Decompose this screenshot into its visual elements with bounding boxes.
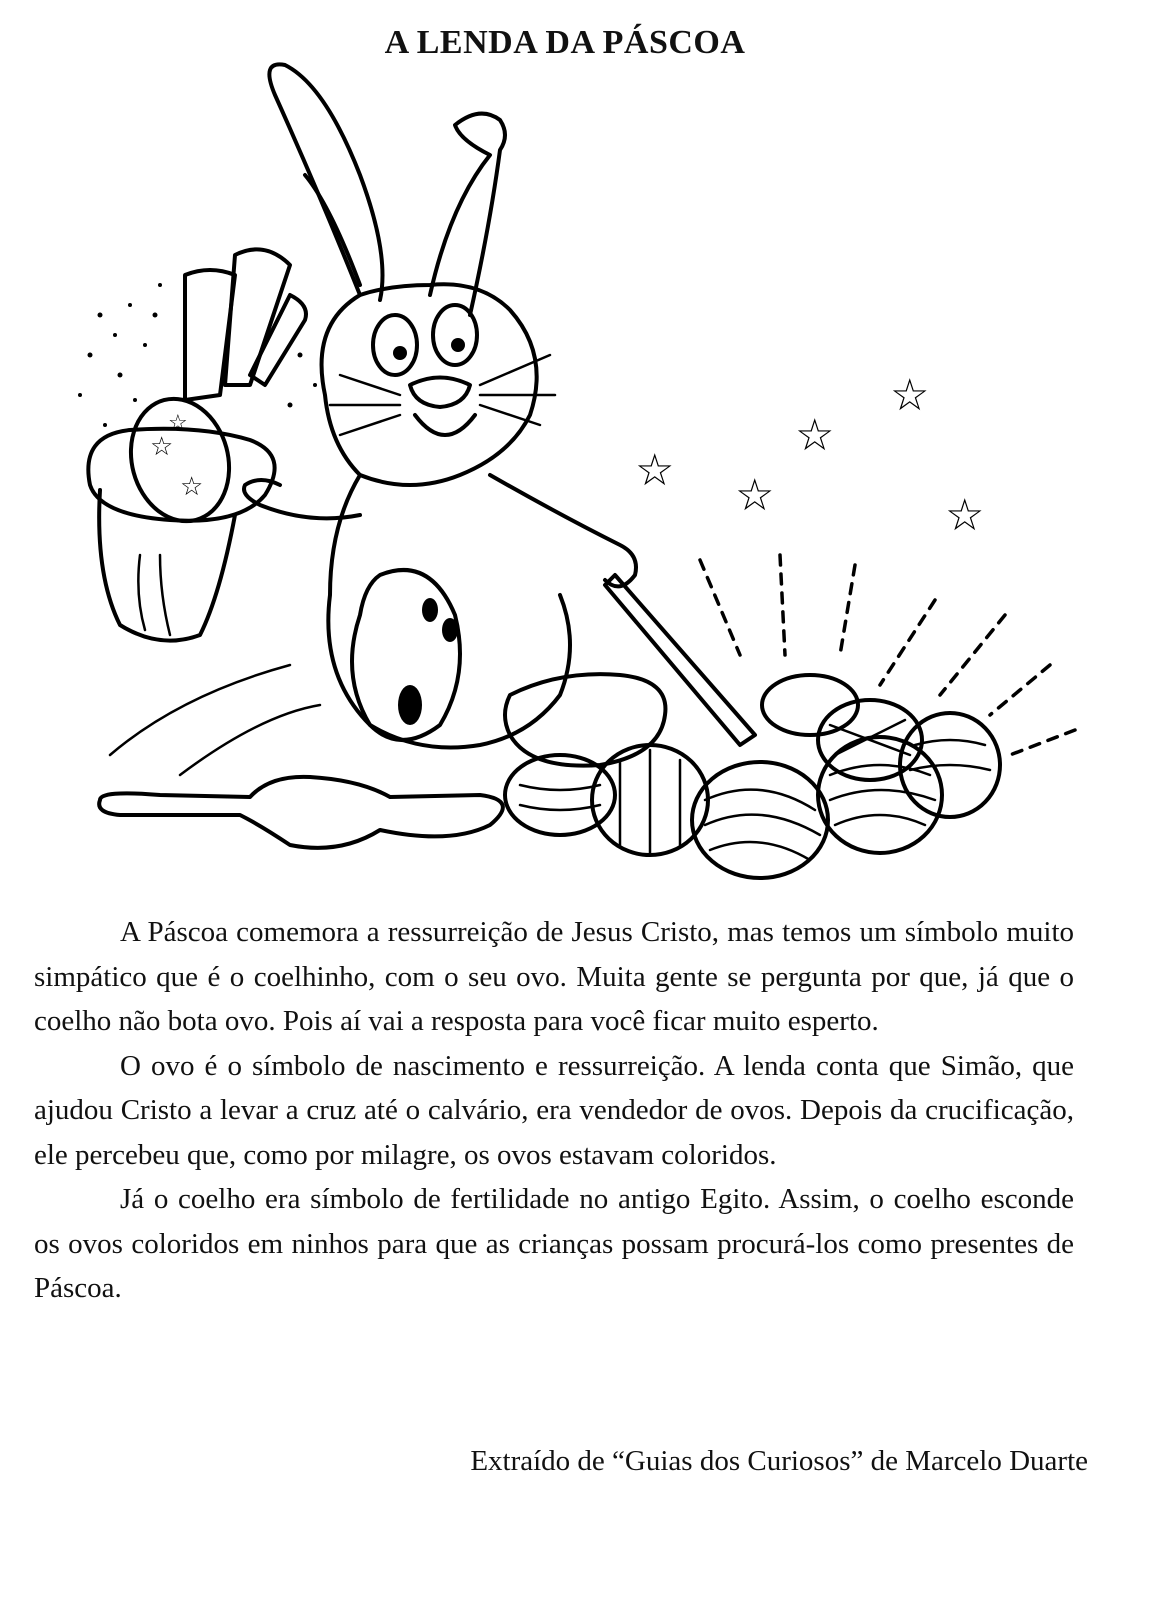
source-credit: Extraído de “Guias dos Curiosos” de Marcelo Duarte (470, 1445, 1088, 1477)
easter-egg-icon (505, 675, 1000, 878)
svg-text:☆: ☆ (890, 370, 930, 421)
svg-text:☆: ☆ (180, 472, 204, 502)
rabbit-icon (60, 55, 1090, 905)
magic-wand-icon (605, 575, 755, 745)
paragraph: O ovo é o símbolo de nascimento e ressurreição. A lenda conta que Simão, que ajudou Cristo a levar a cruz até o calvário, era vendedor de ovos. Depois da crucificação, ele percebeu que, como por milagre, os ovos estavam coloridos. (34, 1049, 1074, 1171)
svg-text:☆: ☆ (945, 490, 985, 541)
svg-text:☆: ☆ (150, 432, 174, 462)
paragraph: Já o coelho era símbolo de fertilidade no antigo Egito. Assim, o coelho esconde os ovos coloridos em ninhos para que as crianças possam procurá-los como presentes de Páscoa. (34, 1183, 1074, 1304)
svg-text:☆: ☆ (735, 470, 775, 521)
paragraph: A Páscoa comemora a ressurreição de Jesus Cristo, mas temos um símbolo muito simpático que é o coelhinho, com o seu ovo. Muita gente se pergunta por que, já que o coelho não bota ovo. Pois aí vai a resposta para você ficar muito esperto. (34, 916, 1074, 1037)
easter-rabbit-illustration (60, 55, 1090, 905)
svg-text:☆: ☆ (168, 411, 188, 436)
article-body (34, 910, 1074, 1311)
svg-text:☆: ☆ (635, 445, 675, 496)
page-title: A LENDA DA PÁSCOA (384, 24, 746, 61)
star-icon (635, 370, 984, 541)
svg-text:☆: ☆ (795, 410, 835, 461)
top-hat-icon (88, 429, 274, 641)
